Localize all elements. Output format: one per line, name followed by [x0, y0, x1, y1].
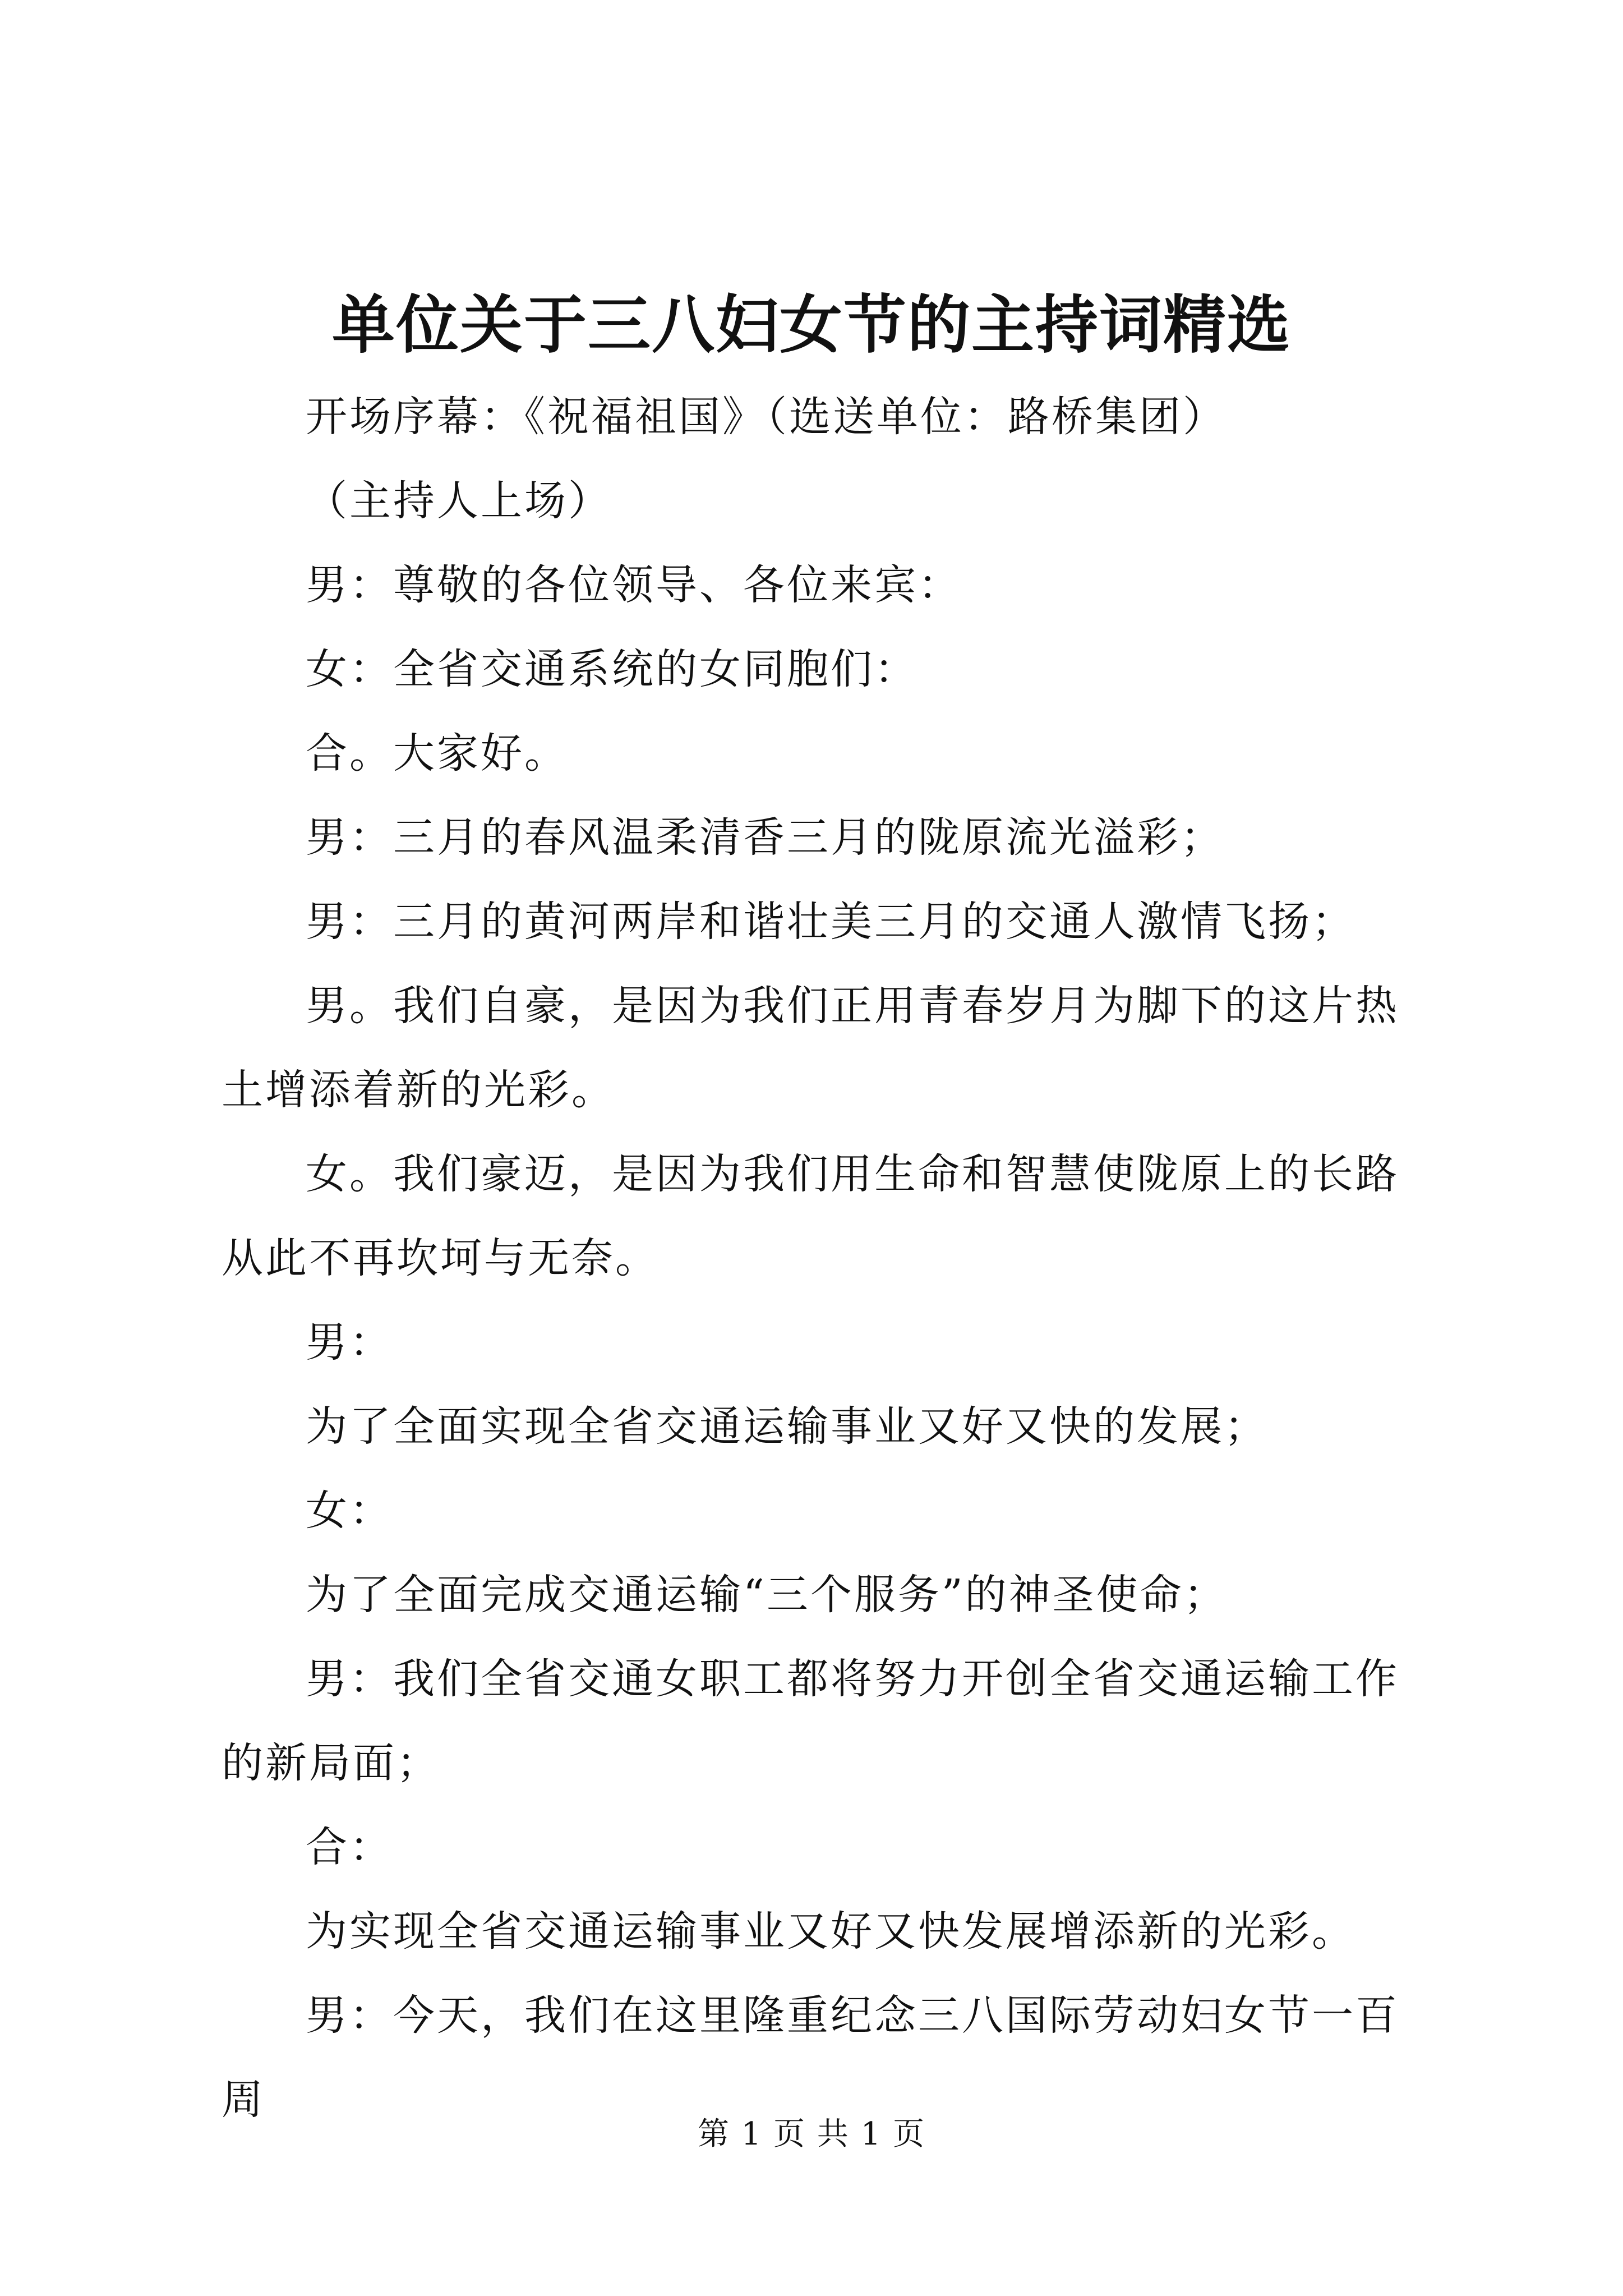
paragraph: 为了全面实现全省交通运输事业又好又快的发展；	[306, 1402, 1268, 1451]
paragraph: 为实现全省交通运输事业又好又快发展增添新的光彩。	[306, 1907, 1355, 1955]
document-body	[222, 375, 1433, 2142]
paragraph: 男：三月的春风温柔清香三月的陇原流光溢彩；	[306, 813, 1224, 862]
paragraph: 男。我们自豪，是因为我们正用青春岁月为脚下的这片热土增添着新的光彩。	[222, 982, 1399, 1114]
paragraph: 女。我们豪迈，是因为我们用生命和智慧使陇原上的长路从此不再坎坷与无奈。	[222, 1150, 1399, 1282]
paragraph: 合：	[306, 1823, 393, 1871]
paragraph: 男：今天，我们在这里隆重纪念三八国际劳动妇女节一百周	[222, 1991, 1399, 2124]
paragraph: 男：三月的黄河两岸和谐壮美三月的交通人激情飞扬；	[306, 898, 1355, 946]
paragraph: 男：尊敬的各位领导、各位来宾：	[306, 561, 962, 609]
paragraph: （主持人上场）	[306, 477, 612, 525]
paragraph: 男：我们全省交通女职工都将努力开创全省交通运输工作的新局面；	[222, 1655, 1399, 1787]
paragraph: 女：	[306, 1487, 393, 1535]
paragraph: 开场序幕：《祝福祖国》（选送单位：路桥集团）	[306, 393, 1227, 441]
paragraph: 为了全面完成交通运输“三个服务”的神圣使命；	[306, 1571, 1228, 1619]
document-title: 单位关于三八妇女节的主持词精选	[332, 288, 1291, 362]
paragraph: 男：	[306, 1318, 393, 1366]
paragraph: 合。大家好。	[306, 729, 568, 777]
page-footer: 第 1 页 共 1 页	[697, 2116, 926, 2152]
paragraph: 女：全省交通系统的女同胞们：	[306, 645, 918, 693]
